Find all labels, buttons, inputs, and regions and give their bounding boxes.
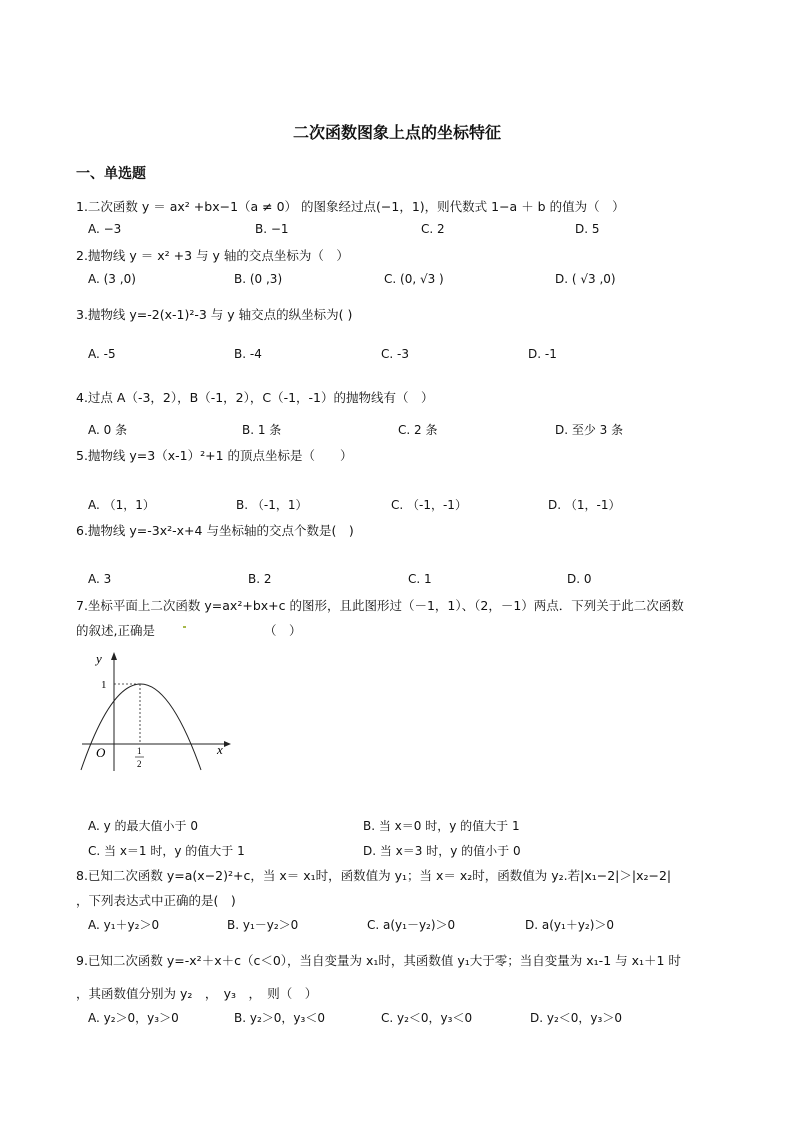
q1-option-a: A. −3 (88, 222, 122, 236)
question-9-stem-line1: 9.已知二次函数 y=-x²＋x＋c（c＜0），当自变量为 x₁时，其函数值 y₁大于零；当自变量为 x₁-1 与 x₁＋1 时 (76, 953, 681, 968)
question-3-stem: 3.抛物线 y=-2(x-1)²-3 与 y 轴交点的纵坐标为( ) (76, 307, 353, 322)
question-7-paren: （ ） (264, 623, 302, 638)
question-8-stem-line1: 8.已知二次函数 y=a(x−2)²+c，当 x＝ x₁时，函数值为 y₁；当 x＝ x₂时，函数值为 y₂.若|x₁−2|＞|x₂−2| (76, 868, 672, 883)
q1-option-d: D. 5 (575, 222, 600, 236)
q5-option-a: A. （1，1） (88, 498, 155, 512)
q3-option-b: B. -4 (234, 347, 262, 361)
q5-option-d: D. （1，-1） (548, 498, 621, 512)
q3-option-a: A. -5 (88, 347, 116, 361)
q1-option-b: B. −1 (255, 222, 289, 236)
y-axis-label: y (96, 651, 102, 666)
question-5-stem: 5.抛物线 y=3（x-1）²+1 的顶点坐标是（ ） (76, 448, 353, 463)
q9-option-c: C. y₂＜0，y₃＜0 (381, 1011, 473, 1025)
q5-option-b: B. （-1，1） (236, 498, 308, 512)
x-axis-label: x (217, 742, 223, 757)
q7-option-d: D. 当 x＝3 时，y 的值小于 0 (363, 844, 521, 858)
q8-option-d: D. a(y₁＋y₂)＞0 (525, 918, 615, 932)
q7-option-c: C. 当 x＝1 时，y 的值大于 1 (88, 844, 245, 858)
q9-option-a: A. y₂＞0，y₃＞0 (88, 1011, 179, 1025)
question-8-stem-line2: ，下列表达式中正确的是( ) (76, 893, 236, 908)
question-4-stem: 4.过点 A（-3，2），B（-1，2），C（-1，-1）的抛物线有（ ） (76, 390, 434, 405)
question-7-stem-line1: 7.坐标平面上二次函数 y=ax²+bx+c 的图形，且此图形过（－1，1）、（2，－1）两点．下列关于此二次函数 (76, 598, 684, 613)
q1-option-c: C. 2 (421, 222, 445, 236)
q9-option-b: B. y₂＞0，y₃＜0 (234, 1011, 325, 1025)
q6-option-a: A. 3 (88, 572, 112, 586)
q3-option-c: C. -3 (381, 347, 409, 361)
question-1-stem: 1.二次函数 y ＝ ax² +bx−1（a ≠ 0） 的图象经过点(−1，1)，则代数式 1−a ＋ b 的值为（ ） (76, 199, 625, 214)
x-axis-arrow (224, 741, 231, 747)
q3-option-d: D. -1 (528, 347, 557, 361)
question-9-stem-line2: ，其函数值分别为 y₂ ， y₃ ， 则（ ） (76, 986, 318, 1001)
q8-option-b: B. y₁－y₂＞0 (227, 918, 299, 932)
q6-option-d: D. 0 (567, 572, 592, 586)
q2-option-c: C. (0, √3 ) (384, 272, 444, 286)
section-heading: 一、单选题 (76, 166, 146, 182)
stray-mark (183, 626, 186, 628)
q4-option-a: A. 0 条 (88, 423, 128, 437)
question-6-stem: 6.抛物线 y=-3x²-x+4 与坐标轴的交点个数是( ) (76, 523, 354, 538)
x-tick-denominator: 2 (137, 759, 142, 769)
q7-option-b: B. 当 x＝0 时，y 的值大于 1 (363, 819, 520, 833)
q8-option-a: A. y₁＋y₂＞0 (88, 918, 160, 932)
y-axis-arrow (111, 652, 117, 660)
q6-option-b: B. 2 (248, 572, 272, 586)
parabola-graph (74, 646, 244, 776)
q9-option-d: D. y₂＜0，y₃＞0 (530, 1011, 622, 1025)
q2-option-d: D. ( √3 ,0) (555, 272, 616, 286)
origin-label: O (96, 745, 106, 760)
q2-option-a: A. (3 ,0) (88, 272, 136, 286)
q5-option-c: C. （-1，-1） (391, 498, 467, 512)
q7-option-a: A. y 的最大值小于 0 (88, 819, 198, 833)
q6-option-c: C. 1 (408, 572, 432, 586)
x-tick-numerator: 1 (137, 746, 142, 756)
q2-option-b: B. (0 ,3) (234, 272, 283, 286)
y-tick-label: 1 (101, 679, 107, 691)
q4-option-c: C. 2 条 (398, 423, 438, 437)
q4-option-d: D. 至少 3 条 (555, 423, 624, 437)
q4-option-b: B. 1 条 (242, 423, 282, 437)
question-2-stem: 2.抛物线 y ＝ x² +3 与 y 轴的交点坐标为（ ） (76, 248, 349, 263)
q8-option-c: C. a(y₁－y₂)＞0 (367, 918, 456, 932)
page-title: 二次函数图象上点的坐标特征 (292, 123, 501, 142)
question-7-stem-line2: 的叙述,正确是 (76, 623, 155, 638)
